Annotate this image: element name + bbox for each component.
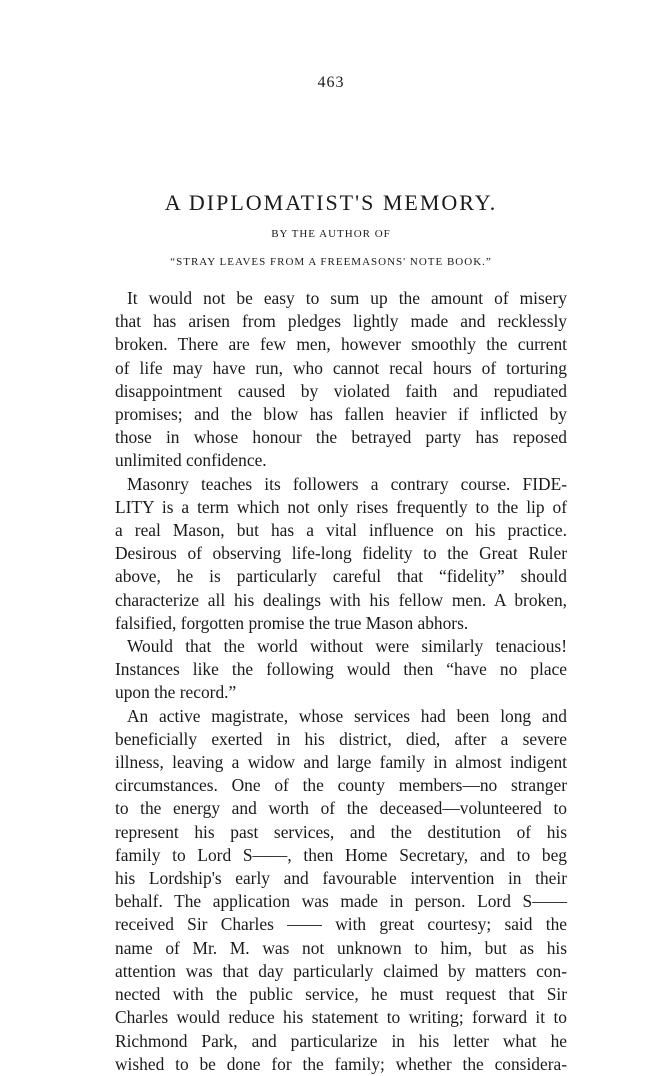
text-line: Desirous of observing life-long fidelity to the Great Ruler [115, 543, 567, 564]
text-line: upon the record.” [115, 682, 237, 703]
text-line: attention was that day particularly claimed by matters con- [115, 960, 567, 981]
text-line: that has arisen from pledges lightly made and recklessly [115, 311, 567, 332]
text-line: those in whose honour the betrayed party has reposed [115, 427, 567, 448]
text-line: family to Lord S——, then Home Secretary, and to beg [115, 844, 567, 865]
text-line: Charles would reduce his statement to writing; forward it to [115, 1007, 567, 1028]
text-line: It would not be easy to sum up the amount of misery [127, 288, 567, 308]
text-line: above, he is particularly careful that “fidelity” should [115, 566, 567, 587]
text-line: illness, leaving a widow and large family in almost indigent [115, 752, 567, 773]
text-line: circumstances. One of the county members—no stranger [115, 775, 567, 796]
text-line: nected with the public service, he must request that Sir [115, 984, 567, 1005]
text-line: Would that the world without were similarly tenacious! [127, 636, 567, 657]
text-line: name of Mr. M. was not unknown to him, but as his [115, 937, 567, 958]
text-line: characterize all his dealings with his fellow men. A broken, [115, 589, 567, 610]
body-text [115, 287, 567, 1076]
text-line: his Lordship's early and favourable intervention in their [115, 868, 567, 889]
article-title: A DIPLOMATIST'S MEMORY. [164, 190, 498, 215]
byline: BY THE AUTHOR OF [271, 228, 391, 240]
text-line: of life may have run, who cannot recal hours of torturing [115, 357, 567, 378]
text-line: received Sir Charles —— with great courtesy; said the [115, 914, 567, 935]
text-line: disappointment caused by violated faith and repudiated [115, 380, 567, 401]
text-line: Instances like the following would then “have no place [115, 659, 567, 680]
text-line: to the energy and worth of the deceased—volunteered to [115, 798, 567, 819]
text-line: unlimited confidence. [115, 450, 267, 471]
text-line: promises; and the blow has fallen heavier if inflicted by [115, 404, 567, 425]
text-line: wished to be done for the family; whether the considera- [115, 1053, 567, 1074]
text-line: represent his past services, and the destitution of his [115, 821, 567, 842]
text-line: Masonry teaches its followers a contrary course. FIDE- [127, 473, 567, 494]
source-title: “STRAY LEAVES FROM A FREEMASONS' NOTE BOOK.” [170, 256, 492, 268]
text-line: Richmond Park, and particularize in his letter what he [115, 1030, 567, 1051]
text-line: LITY is a term which not only rises frequently to the lip of [115, 496, 567, 517]
text-line: a real Mason, but has a vital influence on his practice. [115, 520, 567, 541]
text-line: An active magistrate, whose services had been long and [127, 705, 567, 726]
text-line: beneficially exerted in his district, died, after a severe [115, 728, 567, 749]
text-line: behalf. The application was made in person. Lord S—— [115, 891, 567, 912]
text-line: broken. There are few men, however smoothly the current [115, 334, 567, 355]
page-number: 463 [317, 74, 345, 91]
text-line: falsified, forgotten promise the true Mason abhors. [115, 612, 469, 633]
